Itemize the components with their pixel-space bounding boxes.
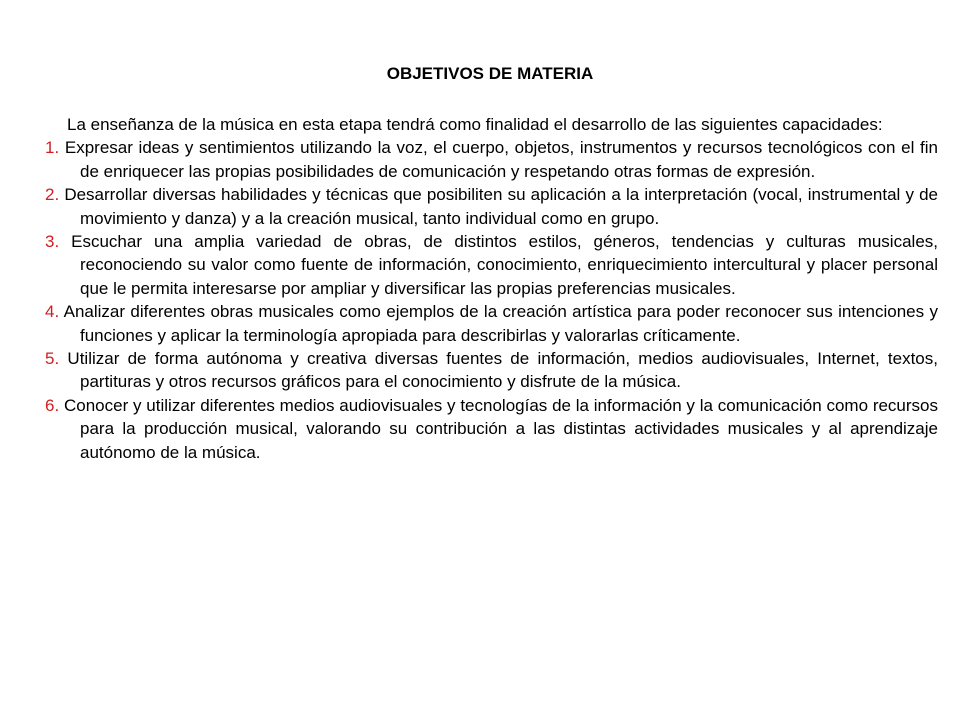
objective-text: Expresar ideas y sentimientos utilizando la voz, el cuerpo, objetos, instrumentos y recursos tecnológicos con el fin de enriquecer las propias posibilidades de comunicación y respetando otras formas de expresión. xyxy=(64,138,938,181)
objective-item-2 xyxy=(45,183,938,230)
objective-number: 2. xyxy=(45,185,60,205)
objective-text: Escuchar una amplia variedad de obras, de distintos estilos, géneros, tendencias y culturas musicales, reconociendo su valor como fuente de información, conocimiento, enriquecimiento intercultural y placer personal que le permita interesarse por ampliar y diversificar las propias preferencias musicales. xyxy=(71,232,938,298)
intro-paragraph: La enseñanza de la música en esta etapa tendrá como finalidad el desarrollo de las siguientes capacidades: xyxy=(67,115,883,134)
objective-number: 4. xyxy=(45,302,60,322)
objective-number: 5. xyxy=(45,349,60,369)
objective-text: Desarrollar diversas habilidades y técnicas que posibiliten su aplicación a la interpretación (vocal, instrumental y de movimiento y danza) y a la creación musical, tanto individual como en grupo. xyxy=(64,185,938,228)
objective-item-1 xyxy=(45,136,938,183)
objective-item-4 xyxy=(45,300,938,347)
document-body xyxy=(45,113,938,464)
objective-number: 6. xyxy=(45,395,60,415)
page-title: OBJETIVOS DE MATERIA xyxy=(386,64,594,83)
objective-item-5 xyxy=(45,347,938,394)
objective-number: 1. xyxy=(45,138,60,158)
objective-number: 3. xyxy=(45,232,60,252)
objective-text: Analizar diferentes obras musicales como ejemplos de la creación artística para poder reconocer sus intenciones y funciones y aplicar la terminología apropiada para describirlas y valorarlas críticamente. xyxy=(63,302,938,345)
objective-text: Conocer y utilizar diferentes medios audiovisuales y tecnologías de la información y la comunicación como recursos para la producción musical, valorando su contribución a las distintas actividades musicales y al aprendizaje autónomo de la música. xyxy=(63,395,938,462)
objective-item-6 xyxy=(45,394,938,464)
objective-text: Utilizar de forma autónoma y creativa diversas fuentes de información, medios audiovisuales, Internet, textos, partituras y otros recursos gráficos para el conocimiento y disfrute de la música. xyxy=(67,349,938,392)
objective-item-3 xyxy=(45,230,938,300)
